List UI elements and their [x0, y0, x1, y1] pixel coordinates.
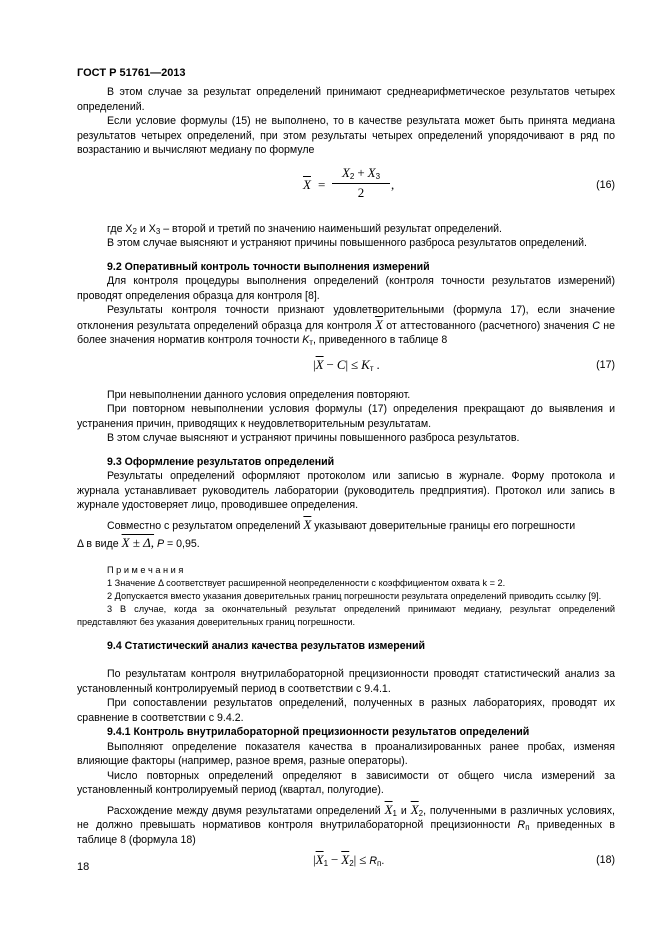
section-heading-9-4: 9.4 Статистический анализ качества результатов измерений	[107, 639, 426, 652]
subscript: 2	[418, 808, 424, 818]
paragraph: Выполняют определение показателя качества в проанализированных ранее пробах, изменяя влияющие факторы (например, разное время, разные операторы).	[77, 740, 615, 767]
note-item: 2 Допускается вместо указания доверительных границ погрешности результата определений приводить ссылку [9].	[107, 590, 602, 601]
text: , полученными в различных условиях, не должно превышать нормативов контроля внутрилабораторной прецизионности	[77, 804, 615, 831]
var-k: K	[361, 356, 370, 372]
var-c: C	[592, 319, 600, 332]
abs-bar: |	[345, 356, 349, 372]
subscript: п	[525, 823, 530, 832]
formula-expr	[313, 853, 384, 869]
paragraph	[77, 803, 615, 848]
text: и X	[136, 222, 156, 235]
formula-17	[77, 348, 615, 388]
var-x: X	[341, 164, 350, 180]
text: Δ в виде	[77, 538, 119, 550]
subscript: п	[376, 859, 382, 868]
subscript: 3	[155, 226, 161, 236]
text: Расхождение между двумя результатами определений	[107, 804, 381, 817]
section-heading-9-2: 9.2 Оперативный контроль точности выполнения измерений	[107, 260, 430, 273]
notes-title: П р и м е ч а н и я	[107, 564, 184, 575]
var-r: R	[517, 819, 526, 831]
page-number: 18	[77, 861, 90, 873]
paragraph: Число повторных определений определяют в зависимости от общего числа измерений за установленный контролируемый период (квартал, полугодие).	[77, 769, 615, 796]
subscript: т	[309, 338, 313, 347]
formula-number: (16)	[596, 178, 615, 191]
text: где X	[107, 222, 133, 235]
paragraph	[77, 222, 615, 237]
formula-eq: =	[318, 176, 326, 192]
standard-header: ГОСТ Р 51761—2013	[77, 67, 186, 79]
var-x2-mean: $\overline{X}$	[410, 801, 419, 817]
text: Совместно с результатом определений	[107, 519, 301, 532]
text: = 0,95.	[167, 538, 200, 550]
formula-comma: ,	[391, 176, 395, 192]
text: , приведенного в таблице 8	[312, 334, 448, 346]
leq-sign: ≤	[351, 356, 359, 372]
paragraph: Если условие формулы (15) не выполнено, то в качестве результата может быть принята медиана результатов четырех определений, при этом результаты четырех определений упорядочивают в ряд по возрастанию и вычисляют медиану по формуле	[77, 115, 615, 156]
var-p: P	[157, 538, 165, 550]
text: – второй и третий по значению наименьший результат определений.	[160, 222, 502, 235]
paragraph: Результаты определений оформляют протоколом или записью в журнале. Форму протокола и журнала устанавливает руководитель лаборатории (руководитель предприятия). Протокол или запись в журнале удостоверяет лицо, проводившее определения.	[77, 470, 615, 511]
fraction-denominator: 2	[357, 185, 365, 200]
minus-sign: −	[330, 852, 339, 867]
paragraph: В этом случае выясняют и устраняют причины повышенного разброса результатов.	[107, 432, 520, 444]
text: приведенных в таблице 8 (формула 18)	[77, 819, 615, 846]
text: от аттестованного (расчетного) значения	[386, 319, 589, 332]
paragraph	[77, 303, 615, 348]
paragraph	[77, 536, 615, 552]
text: указывают доверительные границы его погрешности	[314, 519, 576, 532]
var-k: K	[302, 334, 310, 346]
paragraph	[77, 518, 615, 534]
paragraph: По результатам контроля внутрилабораторной прецизионности проводят статистический анализ за установленный контролируемый период в соответствии с 9.4.1.	[77, 668, 615, 695]
var-c: C	[336, 356, 346, 372]
formula-fraction	[332, 166, 390, 201]
abs-bar: |	[353, 852, 357, 867]
text: и	[400, 804, 407, 817]
section-heading-9-3: 9.3 Оформление результатов определений	[107, 455, 335, 468]
section-heading-9-4-1: 9.4.1 Контроль внутрилабораторной прецизионности результатов определений	[107, 726, 530, 738]
formula-18	[77, 847, 615, 883]
var-x1-mean: $\overline{X}$	[384, 801, 393, 817]
formula-dot: .	[381, 855, 385, 867]
var-r: R	[369, 855, 377, 867]
var-x-mean: $\overline{X}$	[315, 356, 324, 372]
formula-dot: .	[376, 356, 380, 372]
formula-16	[77, 164, 615, 222]
plus-sign: +	[357, 164, 365, 180]
var-x-mean: $\overline{X}$	[375, 316, 383, 332]
subscript: т	[369, 363, 374, 373]
paragraph: При невыполнении данного условия определения повторяют.	[107, 388, 411, 401]
subscript: 2	[349, 859, 354, 868]
paragraph: При сопоставлении результатов определений, полученных в разных лабораториях, проводят их сравнение в соответствии с 9.4.2.	[77, 697, 615, 724]
note-item: 3 В случае, когда за окончательный результат определений принимают медиану, результат определений представляют без указания доверительных границ погрешности.	[77, 603, 615, 627]
abs-bar: |	[313, 356, 316, 372]
paragraph: При повторном невыполнении условия формулы (17) определения прекращают до выявления и устранения причин, приводящих к неудовлетворительным результатам.	[77, 403, 615, 430]
var-x-mean: $\overline{X}$	[303, 516, 312, 532]
minus-sign: −	[326, 356, 334, 372]
paragraph: В этом случае выясняют и устраняют причины повышенного разброса результатов определений.	[107, 237, 588, 249]
paragraph: В этом случае за результат определений принимают среднеарифметическое результатов четырех определений.	[77, 86, 615, 113]
var-x: X	[367, 164, 376, 180]
text: не более значения норматив контроля точности	[77, 319, 615, 346]
notes-block	[77, 564, 615, 629]
formula-number: (17)	[596, 358, 615, 371]
formula-number: (18)	[596, 854, 615, 866]
text: Результаты контроля точности признают удовлетворительными (формула 17), если значение отклонения результата определений образца для контроля	[77, 304, 615, 332]
subscript: 2	[349, 171, 355, 181]
var-x1-mean: $\overline{X}$	[315, 852, 324, 867]
subscript: 1	[392, 808, 397, 818]
leq-sign: ≤	[359, 852, 367, 867]
subscript: 2	[132, 226, 137, 236]
paragraph: Для контроля процедуры выполнения определений (контроля точности результатов измерений) проводят определения образца для контроля [8].	[77, 275, 615, 302]
formula-lhs: $\overline{X}$	[303, 176, 311, 192]
note-item: 1 Значение Δ соответствует расширенной неопределенности с коэффициентом охвата k = 2.	[107, 577, 506, 588]
fraction-numerator	[332, 166, 390, 185]
subscript: 3	[375, 171, 381, 181]
var-x2-mean: $\overline{X}$	[341, 852, 350, 867]
abs-bar: |	[313, 852, 316, 867]
interval-expression: X ± Δ,	[121, 535, 155, 550]
formula-expr	[313, 358, 380, 374]
subscript: 1	[323, 859, 329, 868]
page-body	[77, 85, 615, 883]
